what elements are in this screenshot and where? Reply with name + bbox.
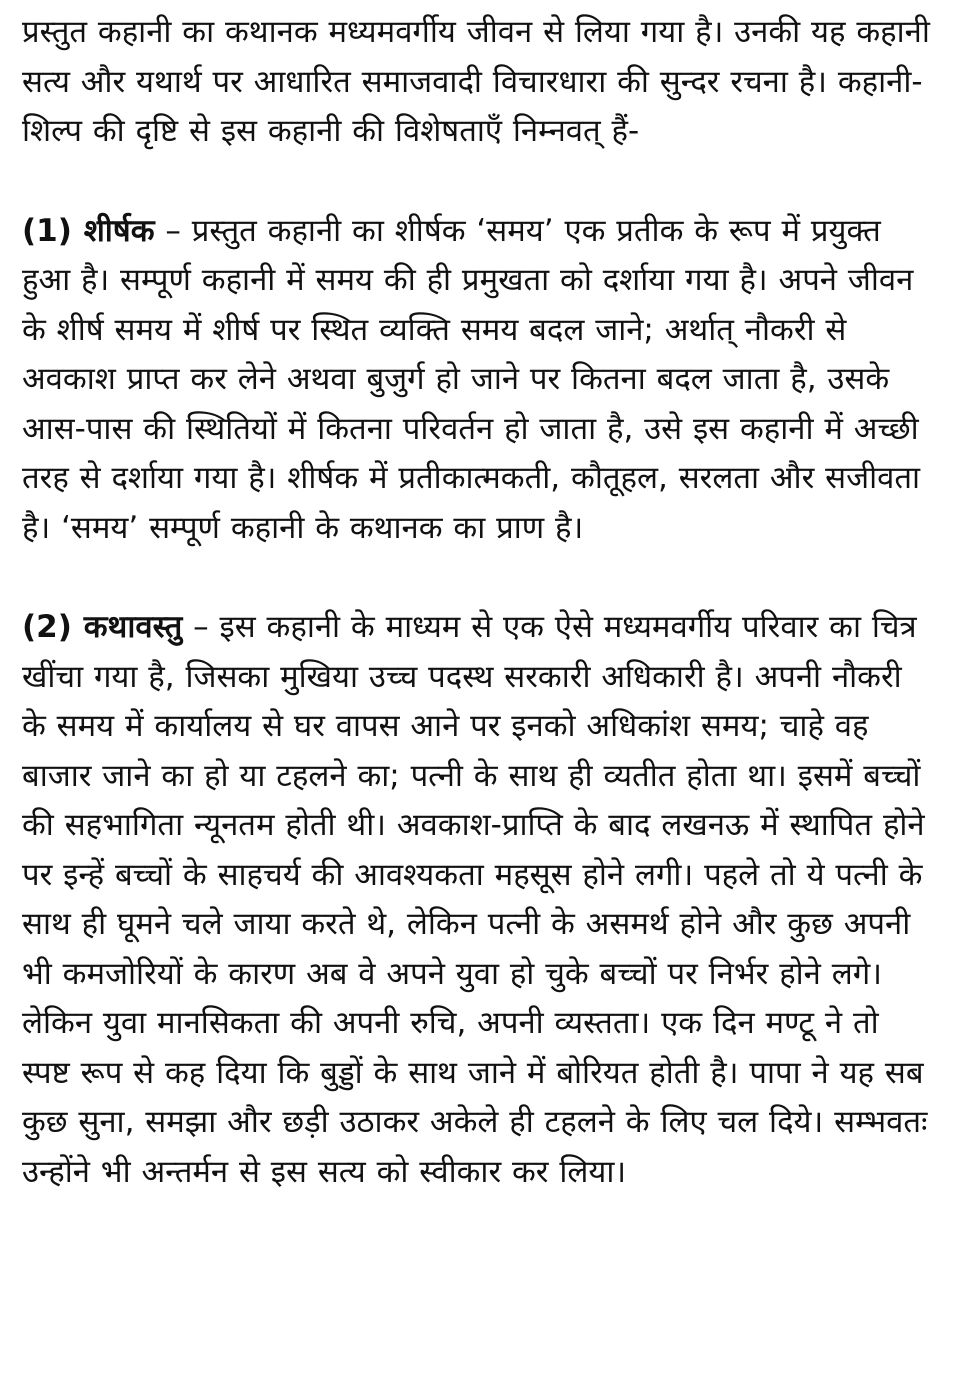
plot-section-text: – इस कहानी के माध्यम से एक ऐसे मध्यमवर्गीय परिवार का चित्र खींचा गया है, जिसका मुखिया उच्च पदस्थ सरकारी अधिकारी है। अपनी नौकरी के समय में कार्यालय से घर वापस आने पर इनको अधिकांश समय; चाहे वह बाजार जाने का हो या टहलने का; पत्नी के साथ ही व्यतीत होता था। इसमें बच्चों की सहभागिता न्यूनतम होती थी। अवकाश-प्राप्ति के बाद लखनऊ में स्थापित होने पर इन्हें बच्चों के साहचर्य की आवश्यकता महसूस होने लगी। पहले तो ये पत्नी के साथ ही घूमने चले जाया करते थे, लेकिन पत्नी के असमर्थ होने और कुछ अपनी भी कमजोरियों के कारण अब वे अपने युवा हो चुके बच्चों पर निर्भर होने लगे। लेकिन युवा मानसिकता की अपनी रुचि, अपनी व्यस्तता। एक दिन मण्टू ने तो स्पष्ट रूप से कह दिया कि बुड्डों के साथ जाने में बोरियत होती है। पापा ने यह सब कुछ सुना, समझा और छड़ी उठाकर अकेले ही टहलने के लिए चल दिये। सम्भवतः उन्होंने भी अन्तर्मन से इस सत्य को स्वीकार कर लिया। xyxy=(22,609,928,1190)
title-section-heading: (1) शीर्षक xyxy=(22,212,155,249)
paragraph-spacer xyxy=(22,157,934,207)
title-section-text: – प्रस्तुत कहानी का शीर्षक ‘समय’ एक प्रतीक के रूप में प्रयुक्त हुआ है। सम्पूर्ण कहानी में समय की ही प्रमुखता को दर्शाया गया है। अपने जीवन के शीर्ष समय में शीर्ष पर स्थित व्यक्ति समय बदल जाने; अर्थात् नौकरी से अवकाश प्राप्त कर लेने अथवा बुजुर्ग हो जाने पर कितना बदल जाता है, उसके आस-पास की स्थितियों में कितना परिवर्तन हो जाता है, उसे इस कहानी में अच्छी तरह से दर्शाया गया है। शीर्षक में प्रतीकात्मकती, कौतूहल, सरलता और सजीवता है। ‘समय’ सम्पूर्ण कहानी के कथानक का प्राण है। xyxy=(22,212,921,546)
plot-section-heading: (2) कथावस्तु xyxy=(22,609,183,645)
title-section-paragraph xyxy=(22,207,934,554)
intro-paragraph: प्रस्तुत कहानी का कथानक मध्यमवर्गीय जीवन से लिया गया है। उनकी यह कहानी सत्य और यथार्थ पर आधारित समाजवादी विचारधारा की सुन्दर रचना है। कहानी-शिल्प की दृष्टि से इस कहानी की विशेषताएँ निम्नवत् हैं- xyxy=(22,14,930,149)
paragraph-spacer xyxy=(22,553,934,603)
plot-section-paragraph xyxy=(22,603,934,1197)
